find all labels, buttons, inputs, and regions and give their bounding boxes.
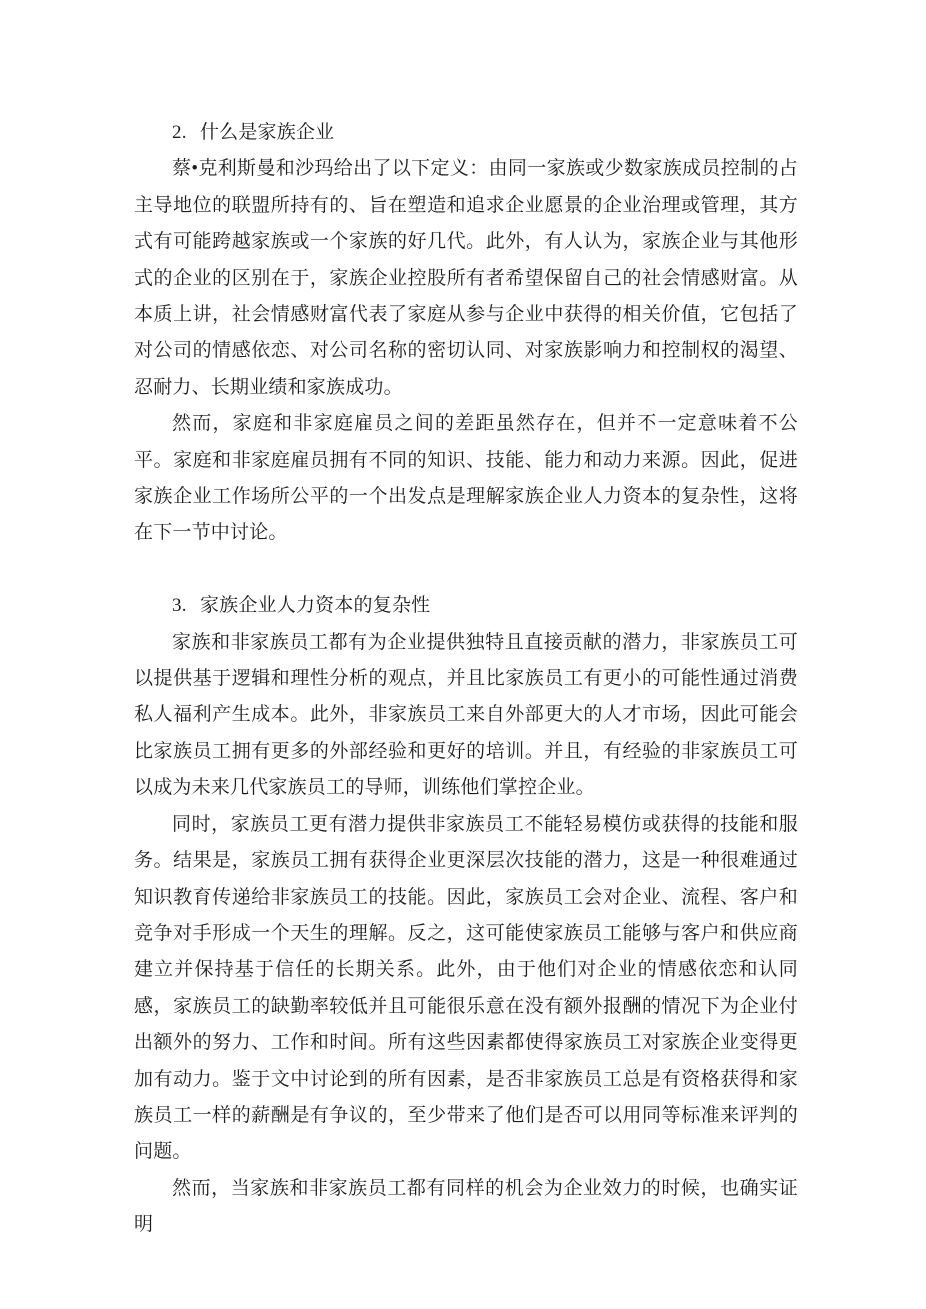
section-3-paragraph-1: 家族和非家族员工都有为企业提供独特且直接贡献的潜力，非家族员工可以提供基于逻辑和理性分析的观点，并且比家族员工有更小的可能性通过消费私人福利产生成本。此外，非家族员工来自外部更大的人才市场，因此可能会比家族员工拥有更多的外部经验和更好的培训。并且，有经验的非家族员工可以成为未来几代家族员工的导师，训练他们掌控企业。: [134, 631, 798, 799]
section-3-heading: [134, 588, 798, 624]
section-spacer: [134, 552, 798, 588]
section-3-paragraph-2: 同时，家族员工更有潜力提供非家族员工不能轻易模仿或获得的技能和服务。结果是，家族员工拥有获得企业更深层次技能的潜力，这是一种很难通过知识教育传递给非家族员工的技能。因此，家族员工会对企业、流程、客户和竞争对手形成一个天生的理解。反之，这可能使家族员工能够与客户和供应商建立并保持基于信任的长期关系。此外，由于他们对企业的情感依恋和认同感，家族员工的缺勤率较低并且可能很乐意在没有额外报酬的情况下为企业付出额外的努力、工作和时间。所有这些因素都使得家族员工对家族企业变得更加有动力。鉴于文中讨论到的所有因素，是否非家族员工总是有资格获得和家族员工一样的薪酬是有争议的，至少带来了他们是否可以用同等标准来评判的问题。: [134, 813, 798, 1163]
section-2-paragraph-1: 蔡•克利斯曼和沙玛给出了以下定义：由同一家族或少数家族成员控制的占主导地位的联盟所持有的、旨在塑造和追求企业愿景的企业治理或管理，其方式有可能跨越家族或一个家族的好几代。此外，有人认为，家族企业与其他形式的企业的区别在于，家族企业控股所有者希望保留自己的社会情感财富。从本质上讲，社会情感财富代表了家庭从参与企业中获得的相关价值，它包括了对公司的情感依恋、对公司名称的密切认同、对家族影响力和控制权的渴望、忍耐力、长期业绩和家族成功。: [134, 158, 798, 398]
section-2-paragraph-2: 然而，家庭和非家庭雇员之间的差距虽然存在，但并不一定意味着不公平。家庭和非家庭雇员拥有不同的知识、技能、能力和动力来源。因此，促进家族企业工作场所公平的一个出发点是理解家族企业人力资本的复杂性，这将在下一节中讨论。: [134, 413, 798, 544]
section-3-number: 3.: [172, 595, 187, 617]
section-3-paragraph-3: 然而，当家族和非家族员工都有同样的机会为企业效力的时候，也确实证明: [134, 1177, 798, 1236]
document-content: [134, 115, 798, 1244]
section-2-title: 什么是家族企业: [199, 122, 335, 143]
section-2-heading: [134, 115, 798, 151]
section-2-number: 2.: [172, 122, 187, 143]
section-3-title: 家族企业人力资本的复杂性: [199, 595, 431, 617]
